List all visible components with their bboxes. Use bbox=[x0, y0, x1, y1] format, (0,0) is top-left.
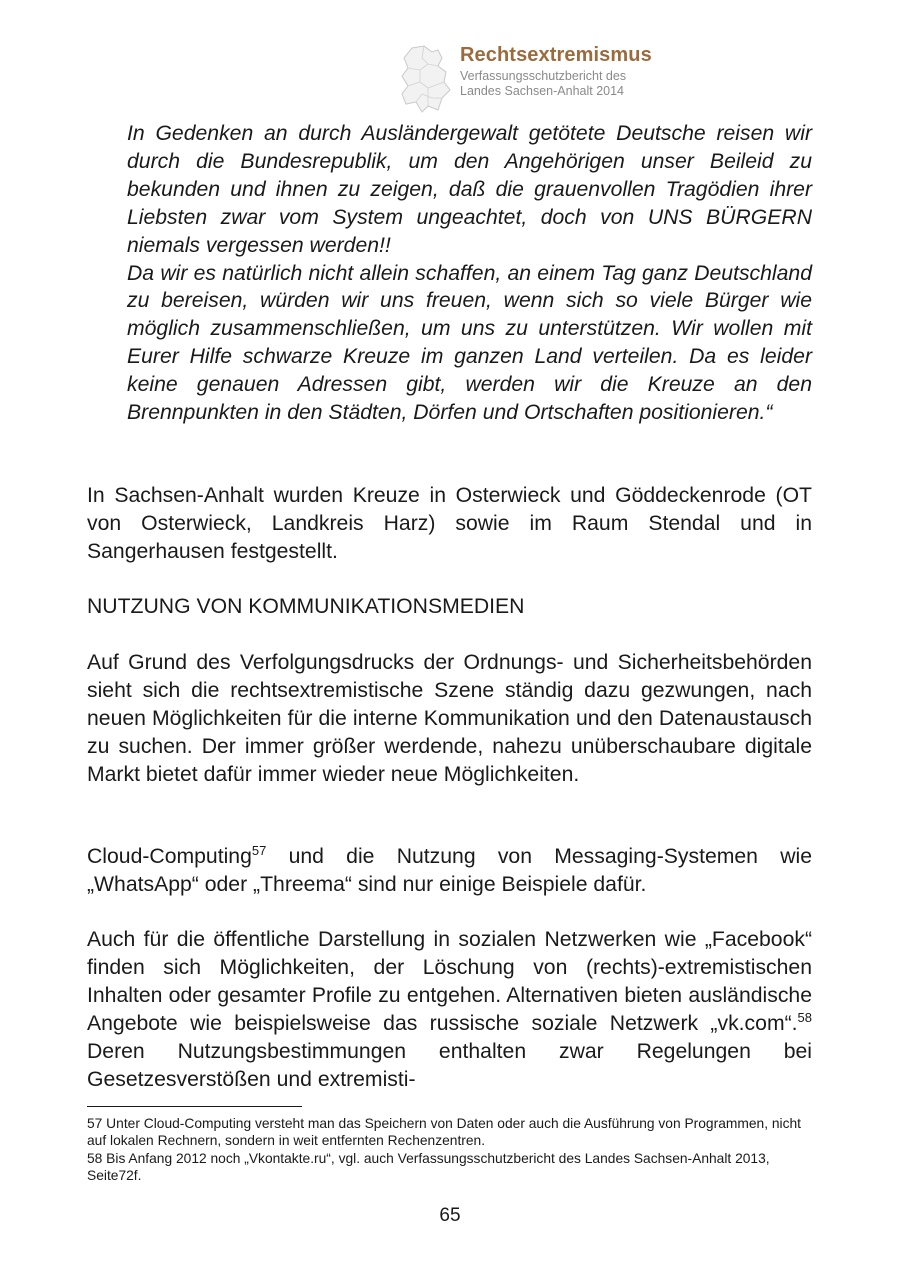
quoted-appeal bbox=[127, 120, 812, 427]
footnote-ref-57[interactable]: 57 bbox=[251, 842, 267, 858]
footnotes bbox=[87, 1115, 812, 1184]
social-networks-paragraph bbox=[87, 926, 812, 1093]
footnote-ref-58[interactable]: 58 bbox=[797, 1009, 812, 1025]
footnote-57: 57 Unter Cloud-Computing versteht man das Speichern von Daten oder auch die Ausführung von Programmen, nicht auf lokalen Rechnern, sondern in weit entfernten Rechenzentren. bbox=[87, 1116, 802, 1149]
header-subtitle-line1: Verfassungsschutzbericht des bbox=[460, 69, 627, 83]
section-heading: NUTZUNG VON KOMMUNIKATIONSMEDIEN bbox=[87, 595, 525, 618]
pressure-paragraph: Auf Grund des Verfolgungsdrucks der Ordnungs- und Sicherheitsbehörden sieht sich die rechtsextremistische Szene ständig dazu gezwungen, nach neuen Möglichkeiten für die interne Kommunikation und den Datenaustausch zu suchen. Der immer größer werdende, nahezu unüberschaubare digitale Markt bietet dafür immer wieder neue Möglichkeiten. bbox=[87, 651, 812, 786]
quote-paragraph-2: Da wir es natürlich nicht allein schaffen, an einem Tag ganz Deutschland zu bereisen, würden wir uns freuen, wenn sich so viele Bürger wie möglich zusammenschließen, um uns zu unterstützen. Wir wollen mit Eurer Hilfe schwarze Kreuze im ganzen Land verteilen. Da es leider keine genauen Adressen gibt, werden wir die Kreuze an den Brennpunkten in den Städten, Dörfen und Ortschaften positionieren.“ bbox=[127, 261, 812, 425]
cloud-text-rest: und die Nutzung von Messaging-Systemen wie „WhatsApp“ oder „Threema“ sind nur einige Beispiele dafür. bbox=[87, 845, 812, 896]
quote-paragraph-1: In Gedenken an durch Ausländergewalt getötete Deutsche reisen wir durch die Bundesrepublik, um den Angehörigen unser Beileid zu bekunden und ihnen zu zeigen, daß die grauenvollen Tragödien ihrer Liebsten zwar vom System ungeachtet, doch von UNS BÜRGERN niemals vergessen werden!! bbox=[127, 122, 812, 257]
saxony-anhalt-map-icon bbox=[398, 44, 460, 114]
header-subtitle-line2: Landes Sachsen-Anhalt 2014 bbox=[460, 84, 625, 98]
footnote-divider bbox=[87, 1106, 302, 1107]
crosses-paragraph: In Sachsen-Anhalt wurden Kreuze in Osterwieck und Göddeckenrode (OT von Osterwieck, Landkreis Harz) sowie im Raum Stendal und in Sangerhausen festgestellt. bbox=[87, 484, 812, 563]
social-text-start: Auch für die öffentliche Darstellung in sozialen Netzwerken wie „Facebook“ finden sich Möglichkeiten, der Löschung von (rechts)-extremistischen Inhalten oder gesamter Profile zu entgehen. Alternativen bieten ausländische Angebote wie beispielsweise das russische soziale Netzwerk „vk.com“. bbox=[87, 928, 812, 1035]
header-title: Rechtsextremismus bbox=[460, 44, 652, 66]
cloud-paragraph bbox=[87, 843, 812, 899]
page-header bbox=[398, 44, 688, 114]
cloud-text-start: Cloud-Computing bbox=[87, 845, 252, 868]
social-text-rest: Deren Nutzungsbestimmungen enthalten zwar Regelungen bei Gesetzesverstößen und extremisti- bbox=[87, 1039, 812, 1091]
footnote-58: 58 Bis Anfang 2012 noch „Vkontakte.ru“, vgl. auch Verfassungsschutzbericht des Landes Sachsen-Anhalt 2013, Seite72f. bbox=[87, 1150, 770, 1183]
page-number: 65 bbox=[439, 1205, 461, 1226]
